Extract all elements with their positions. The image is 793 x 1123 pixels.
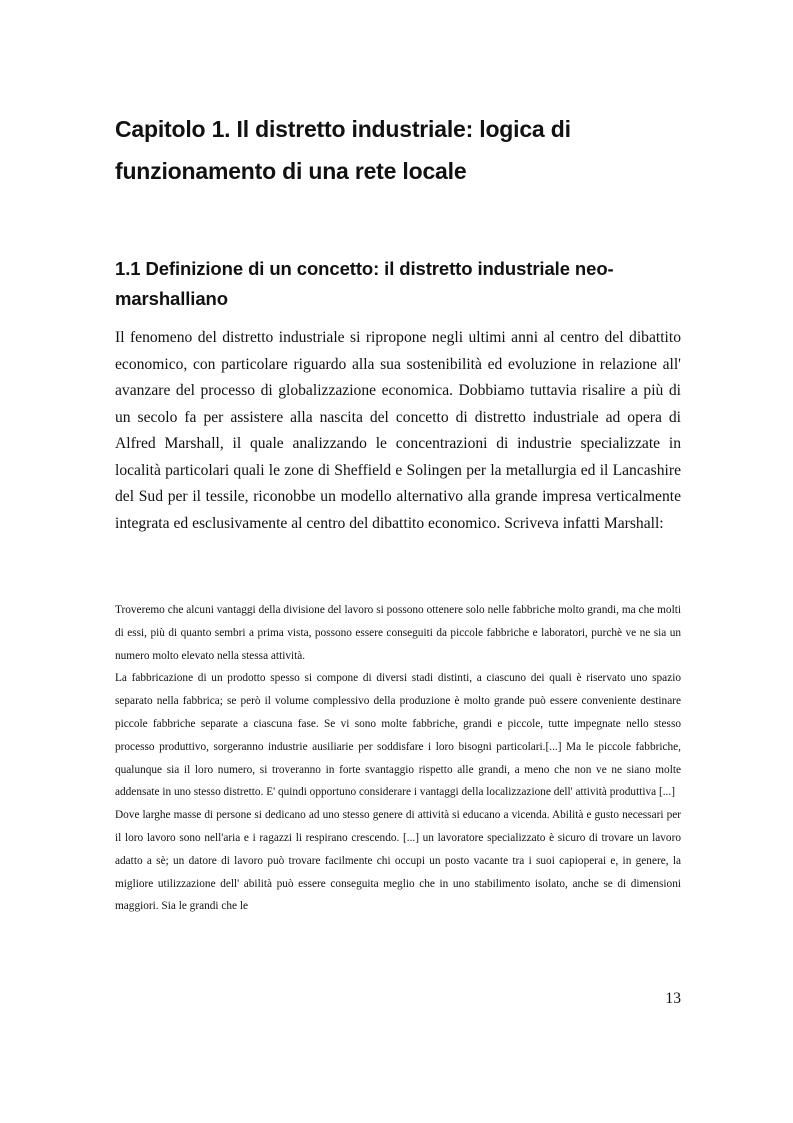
section-title: 1.1 Definizione di un concetto: il distretto industriale neo-marshalliano: [115, 258, 614, 309]
chapter-title: Capitolo 1. Il distretto industriale: logica di funzionamento di una rete locale: [115, 116, 571, 184]
quote-paragraph: Dove larghe masse di persone si dedicano ad uno stesso genere di attività si educano a vicenda. Abilità e gusto necessari per il loro lavoro sono nell'aria e i ragazzi li respirano crescendo. [...] un lavoratore specializzato è sicuro di trovare un lavoro adatto a sè; un datore di lavoro può trovare facilmente chi occupi un posto vacante tra i suoi capioperai e, in genere, la migliore utilizzazione dell' abilità può essere conseguita meglio che in uno stabilimento isolato, anche se di dimensioni maggiori. Sia le grandi che le: [115, 809, 681, 913]
quote-paragraph: Troveremo che alcuni vantaggi della divisione del lavoro si possono ottenere solo nelle fabbriche molto grandi, ma che molti di essi, più di quanto sembri a prima vista, possono essere conseguiti da piccole fabbriche e laboratori, purchè ve ne sia un numero molto elevato nella stessa attività.: [115, 604, 681, 662]
block-quote: [115, 599, 681, 918]
body-paragraph: Il fenomeno del distretto industriale si ripropone negli ultimi anni al centro del dibattito economico, con particolare riguardo alla sua sostenibilità ed evoluzione in relazione all' avanzare del processo di globalizzazione economica. Dobbiamo tuttavia risalire a più di un secolo fa per assistere alla nascita del concetto di distretto industriale ad opera di Alfred Marshall, il quale analizzando le concentrazioni di industrie specializzate in località particolari quali le zone di Sheffield e Solingen per la metallurgia ed il Lancashire del Sud per il tessile, riconobbe un modello alternativo alla grande impresa verticalmente integrata ed esclusivamente al centro del dibattito economico. Scriveva infatti Marshall:: [115, 329, 681, 532]
page-number: 13: [665, 990, 681, 1007]
quote-paragraph: La fabbricazione di un prodotto spesso si compone di diversi stadi distinti, a ciascuno dei quali è riservato uno spazio separato nella fabbrica; se però il volume complessivo della produzione è molto grande può essere conveniente destinare piccole fabbriche separate a ciascuna fase. Se vi sono molte fabbriche, grandi e piccole, tutte impegnate nello stesso processo produttivo, sorgeranno industrie ausiliarie per soddisfare i loro bisogni particolari.[...] Ma le piccole fabbriche, qualunque sia il loro numero, si troveranno in forte svantaggio rispetto alle grandi, a meno che non ve ne siano molte addensate in uno stesso distretto. E' quindi opportuno considerare i vantaggi della localizzazione dell' attività produttiva [...]: [115, 672, 681, 799]
